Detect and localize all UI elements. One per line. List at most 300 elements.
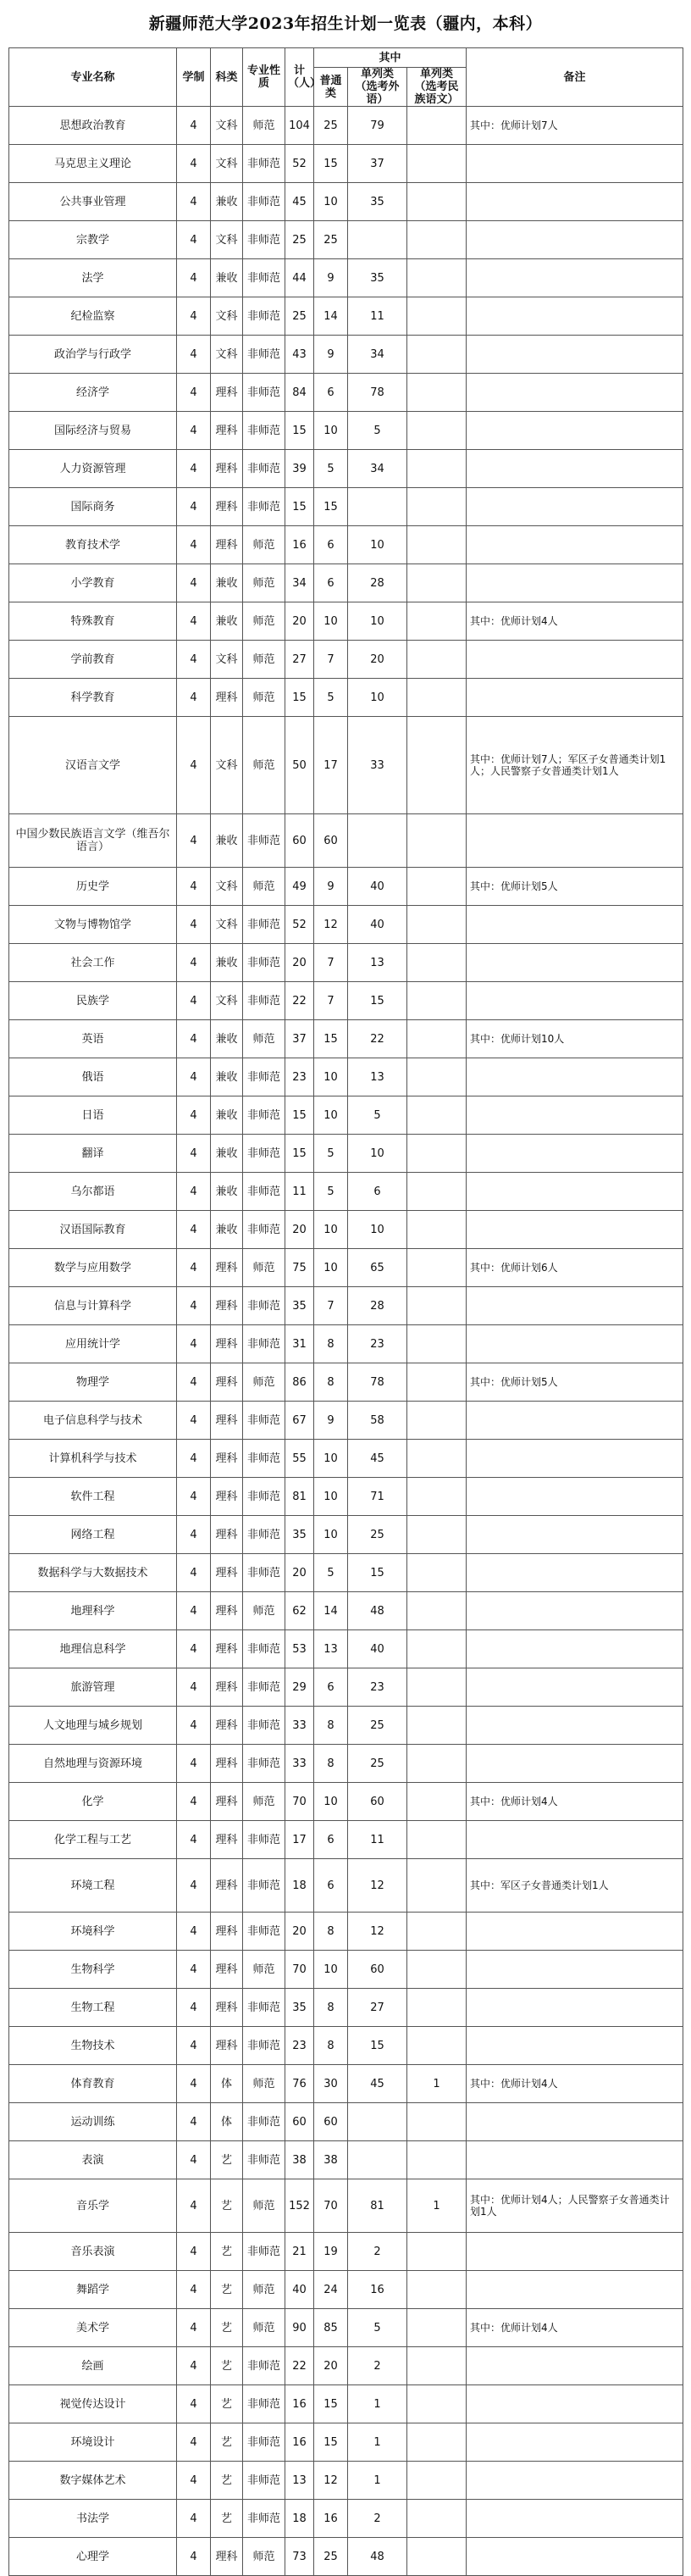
cell-nature: 非师范: [243, 1058, 285, 1096]
cell-single-ethnic: [407, 1668, 467, 1707]
cell-nature: 非师范: [243, 374, 285, 412]
cell-general: 15: [314, 1020, 348, 1058]
cell-note: [467, 259, 683, 297]
cell-major: 科学教育: [9, 679, 177, 717]
cell-general: 10: [314, 1211, 348, 1249]
cell-nature: 非师范: [243, 1096, 285, 1135]
cell-note: [467, 1592, 683, 1630]
cell-major: 信息与计算科学: [9, 1287, 177, 1325]
cell-nature: 非师范: [243, 1516, 285, 1554]
cell-single-foreign: 35: [348, 259, 407, 297]
cell-general: 12: [314, 906, 348, 944]
cell-note: 其中：优师计划5人: [467, 1363, 683, 1402]
cell-years: 4: [177, 982, 211, 1020]
table-row: [9, 1363, 683, 1402]
cell-single-foreign: 78: [348, 374, 407, 412]
cell-years: 4: [177, 1913, 211, 1951]
cell-note: [467, 814, 683, 868]
cell-single-ethnic: [407, 1173, 467, 1211]
cell-total: 70: [285, 1951, 314, 1989]
cell-single-foreign: 65: [348, 1249, 407, 1287]
cell-single-foreign: 25: [348, 1707, 407, 1745]
cell-years: 4: [177, 1096, 211, 1135]
cell-years: 4: [177, 2423, 211, 2462]
cell-category: 文科: [211, 336, 243, 374]
cell-total: 60: [285, 2103, 314, 2141]
cell-years: 4: [177, 1020, 211, 1058]
cell-total: 43: [285, 336, 314, 374]
cell-nature: 非师范: [243, 1630, 285, 1668]
cell-nature: 非师范: [243, 906, 285, 944]
cell-general: 13: [314, 1630, 348, 1668]
cell-single-ethnic: [407, 145, 467, 183]
cell-nature: 非师范: [243, 1173, 285, 1211]
cell-single-foreign: 60: [348, 1783, 407, 1821]
cell-years: 4: [177, 450, 211, 488]
cell-single-foreign: 10: [348, 679, 407, 717]
cell-general: 8: [314, 1745, 348, 1783]
cell-category: 兼收: [211, 944, 243, 982]
header-single-foreign: 单列类（选考外语）: [348, 68, 407, 107]
cell-major: 公共事业管理: [9, 183, 177, 221]
cell-single-foreign: 11: [348, 297, 407, 336]
cell-category: 理科: [211, 1516, 243, 1554]
cell-years: 4: [177, 2271, 211, 2309]
cell-years: 4: [177, 944, 211, 982]
cell-years: 4: [177, 2347, 211, 2385]
table-row: [9, 1913, 683, 1951]
cell-single-foreign: 25: [348, 1516, 407, 1554]
table-row: [9, 564, 683, 602]
cell-nature: 非师范: [243, 412, 285, 450]
cell-major: 软件工程: [9, 1478, 177, 1516]
cell-note: [467, 336, 683, 374]
cell-nature: 师范: [243, 1783, 285, 1821]
cell-category: 兼收: [211, 564, 243, 602]
cell-total: 31: [285, 1325, 314, 1363]
cell-major: 舞蹈学: [9, 2271, 177, 2309]
cell-total: 75: [285, 1249, 314, 1287]
cell-single-ethnic: [407, 2309, 467, 2347]
cell-nature: 非师范: [243, 221, 285, 259]
table-row: [9, 297, 683, 336]
cell-category: 兼收: [211, 1058, 243, 1096]
cell-single-ethnic: [407, 183, 467, 221]
cell-major: 人文地理与城乡规划: [9, 1707, 177, 1745]
cell-major: 化学工程与工艺: [9, 1821, 177, 1859]
cell-category: 艺: [211, 2423, 243, 2462]
cell-single-foreign: 10: [348, 602, 407, 641]
table-row: [9, 1402, 683, 1440]
cell-years: 4: [177, 2141, 211, 2179]
cell-note: [467, 450, 683, 488]
cell-note: [467, 2462, 683, 2500]
cell-nature: 非师范: [243, 1402, 285, 1440]
cell-total: 53: [285, 1630, 314, 1668]
cell-general: 24: [314, 2271, 348, 2309]
cell-note: [467, 1668, 683, 1707]
table-row: [9, 906, 683, 944]
table-row: [9, 2141, 683, 2179]
table-row: [9, 107, 683, 145]
table-row: [9, 641, 683, 679]
cell-single-foreign: 33: [348, 717, 407, 814]
cell-total: 37: [285, 1020, 314, 1058]
cell-major: 汉语言文学: [9, 717, 177, 814]
cell-single-ethnic: 1: [407, 2065, 467, 2103]
header-category: 科类: [211, 48, 243, 107]
cell-major: 地理科学: [9, 1592, 177, 1630]
cell-category: 理科: [211, 1745, 243, 1783]
cell-single-ethnic: [407, 1592, 467, 1630]
cell-years: 4: [177, 2103, 211, 2141]
cell-major: 马克思主义理论: [9, 145, 177, 183]
cell-nature: 非师范: [243, 1440, 285, 1478]
cell-single-ethnic: [407, 488, 467, 526]
table-row: [9, 1554, 683, 1592]
cell-nature: 非师范: [243, 2027, 285, 2065]
cell-single-ethnic: [407, 1287, 467, 1325]
cell-nature: 非师范: [243, 1287, 285, 1325]
cell-major: 汉语国际教育: [9, 1211, 177, 1249]
table-row: [9, 2271, 683, 2309]
cell-single-foreign: 10: [348, 1135, 407, 1173]
cell-general: 5: [314, 450, 348, 488]
cell-category: 文科: [211, 717, 243, 814]
table-row: [9, 450, 683, 488]
cell-single-foreign: 16: [348, 2271, 407, 2309]
table-row: [9, 1173, 683, 1211]
cell-major: 生物工程: [9, 1989, 177, 2027]
cell-category: 文科: [211, 982, 243, 1020]
cell-total: 152: [285, 2179, 314, 2233]
cell-nature: 非师范: [243, 450, 285, 488]
cell-total: 15: [285, 488, 314, 526]
cell-total: 35: [285, 1989, 314, 2027]
header-general: 普通类: [314, 68, 348, 107]
cell-note: [467, 526, 683, 564]
cell-category: 体: [211, 2103, 243, 2141]
cell-single-foreign: 10: [348, 526, 407, 564]
table-row: [9, 2179, 683, 2233]
cell-single-foreign: 2: [348, 2347, 407, 2385]
cell-total: 70: [285, 1783, 314, 1821]
cell-major: 法学: [9, 259, 177, 297]
cell-years: 4: [177, 2233, 211, 2271]
cell-category: 理科: [211, 488, 243, 526]
cell-total: 15: [285, 412, 314, 450]
cell-general: 14: [314, 1592, 348, 1630]
cell-single-foreign: [348, 2103, 407, 2141]
cell-years: 4: [177, 1402, 211, 1440]
cell-single-ethnic: [407, 944, 467, 982]
cell-years: 4: [177, 1363, 211, 1402]
cell-category: 兼收: [211, 259, 243, 297]
cell-general: 10: [314, 1516, 348, 1554]
cell-major: 音乐学: [9, 2179, 177, 2233]
cell-category: 艺: [211, 2500, 243, 2538]
cell-general: 6: [314, 1821, 348, 1859]
cell-single-ethnic: [407, 2027, 467, 2065]
cell-nature: 非师范: [243, 183, 285, 221]
cell-nature: 非师范: [243, 2500, 285, 2538]
cell-single-foreign: 34: [348, 336, 407, 374]
cell-major: 俄语: [9, 1058, 177, 1096]
cell-nature: 师范: [243, 717, 285, 814]
table-row: [9, 1668, 683, 1707]
cell-category: 理科: [211, 1478, 243, 1516]
table-row: [9, 2538, 683, 2576]
table-row: [9, 412, 683, 450]
cell-nature: 师范: [243, 2538, 285, 2576]
cell-category: 文科: [211, 297, 243, 336]
table-row: [9, 1478, 683, 1516]
cell-single-foreign: 15: [348, 1554, 407, 1592]
cell-single-foreign: 13: [348, 1058, 407, 1096]
cell-major: 数字媒体艺术: [9, 2462, 177, 2500]
cell-note: [467, 641, 683, 679]
cell-category: 艺: [211, 2141, 243, 2179]
cell-single-foreign: 34: [348, 450, 407, 488]
table-row: [9, 1516, 683, 1554]
cell-nature: 师范: [243, 2309, 285, 2347]
cell-general: 8: [314, 1707, 348, 1745]
cell-single-foreign: 45: [348, 2065, 407, 2103]
cell-general: 10: [314, 1058, 348, 1096]
cell-note: [467, 906, 683, 944]
cell-general: 7: [314, 641, 348, 679]
cell-single-ethnic: [407, 2423, 467, 2462]
cell-category: 理科: [211, 412, 243, 450]
cell-note: [467, 564, 683, 602]
cell-years: 4: [177, 1554, 211, 1592]
cell-single-ethnic: [407, 1859, 467, 1913]
cell-general: 70: [314, 2179, 348, 2233]
cell-note: 其中：优师计划4人: [467, 602, 683, 641]
cell-single-foreign: 2: [348, 2500, 407, 2538]
cell-single-ethnic: [407, 2385, 467, 2423]
cell-major: 书法学: [9, 2500, 177, 2538]
cell-single-foreign: 28: [348, 1287, 407, 1325]
cell-category: 理科: [211, 1989, 243, 2027]
cell-single-foreign: [348, 488, 407, 526]
table-row: [9, 982, 683, 1020]
cell-total: 22: [285, 2347, 314, 2385]
cell-category: 兼收: [211, 1173, 243, 1211]
cell-single-ethnic: [407, 1325, 467, 1363]
cell-category: 理科: [211, 1707, 243, 1745]
cell-general: 38: [314, 2141, 348, 2179]
cell-note: [467, 2103, 683, 2141]
cell-category: 兼收: [211, 1211, 243, 1249]
cell-category: 艺: [211, 2347, 243, 2385]
cell-general: 10: [314, 1096, 348, 1135]
cell-category: 文科: [211, 906, 243, 944]
cell-nature: 非师范: [243, 259, 285, 297]
cell-single-foreign: 48: [348, 2538, 407, 2576]
cell-general: 60: [314, 2103, 348, 2141]
cell-note: [467, 2233, 683, 2271]
cell-note: [467, 2538, 683, 2576]
cell-category: 文科: [211, 641, 243, 679]
cell-single-ethnic: [407, 107, 467, 145]
cell-nature: 师范: [243, 868, 285, 906]
cell-general: 6: [314, 374, 348, 412]
cell-total: 39: [285, 450, 314, 488]
table-row: [9, 259, 683, 297]
cell-single-ethnic: [407, 868, 467, 906]
cell-total: 15: [285, 1135, 314, 1173]
cell-major: 体育教育: [9, 2065, 177, 2103]
cell-major: 中国少数民族语言文学（维吾尔语言）: [9, 814, 177, 868]
header-total: 计（人）: [285, 48, 314, 107]
cell-nature: 非师范: [243, 1325, 285, 1363]
table-row: [9, 1211, 683, 1249]
cell-total: 35: [285, 1516, 314, 1554]
cell-single-ethnic: [407, 1096, 467, 1135]
cell-total: 25: [285, 297, 314, 336]
cell-years: 4: [177, 1989, 211, 2027]
cell-major: 化学: [9, 1783, 177, 1821]
cell-category: 理科: [211, 1592, 243, 1630]
cell-major: 环境工程: [9, 1859, 177, 1913]
cell-years: 4: [177, 526, 211, 564]
cell-general: 8: [314, 1325, 348, 1363]
table-row: [9, 221, 683, 259]
table-row: [9, 1440, 683, 1478]
cell-total: 104: [285, 107, 314, 145]
cell-nature: 师范: [243, 1020, 285, 1058]
cell-single-ethnic: [407, 564, 467, 602]
cell-nature: 非师范: [243, 488, 285, 526]
cell-note: [467, 1478, 683, 1516]
cell-single-ethnic: [407, 1058, 467, 1096]
cell-years: 4: [177, 1707, 211, 1745]
cell-single-ethnic: [407, 1249, 467, 1287]
cell-single-ethnic: [407, 1135, 467, 1173]
cell-single-foreign: 1: [348, 2385, 407, 2423]
cell-note: 其中：军区子女普通类计划1人: [467, 1859, 683, 1913]
cell-general: 7: [314, 982, 348, 1020]
cell-total: 33: [285, 1745, 314, 1783]
cell-single-foreign: 22: [348, 1020, 407, 1058]
cell-category: 理科: [211, 1440, 243, 1478]
cell-general: 9: [314, 259, 348, 297]
cell-general: 5: [314, 1135, 348, 1173]
cell-note: 其中：优师计划10人: [467, 1020, 683, 1058]
cell-total: 25: [285, 221, 314, 259]
cell-total: 20: [285, 602, 314, 641]
cell-total: 16: [285, 2385, 314, 2423]
cell-category: 艺: [211, 2385, 243, 2423]
cell-note: 其中：优师计划5人: [467, 868, 683, 906]
cell-nature: 师范: [243, 1951, 285, 1989]
cell-single-ethnic: [407, 1989, 467, 2027]
cell-major: 应用统计学: [9, 1325, 177, 1363]
cell-years: 4: [177, 1783, 211, 1821]
cell-single-foreign: 5: [348, 2309, 407, 2347]
cell-single-ethnic: [407, 717, 467, 814]
cell-major: 翻译: [9, 1135, 177, 1173]
cell-major: 生物科学: [9, 1951, 177, 1989]
cell-nature: 师范: [243, 2179, 285, 2233]
cell-nature: 师范: [243, 2271, 285, 2309]
cell-single-ethnic: [407, 982, 467, 1020]
cell-single-ethnic: [407, 906, 467, 944]
cell-total: 27: [285, 641, 314, 679]
cell-major: 人力资源管理: [9, 450, 177, 488]
cell-years: 4: [177, 2309, 211, 2347]
cell-total: 13: [285, 2462, 314, 2500]
cell-years: 4: [177, 488, 211, 526]
cell-total: 20: [285, 944, 314, 982]
cell-note: 其中：优师计划7人；军区子女普通类计划1人；人民警察子女普通类计划1人: [467, 717, 683, 814]
cell-note: [467, 1554, 683, 1592]
cell-total: 67: [285, 1402, 314, 1440]
cell-total: 15: [285, 1096, 314, 1135]
cell-nature: 非师范: [243, 1821, 285, 1859]
cell-major: 日语: [9, 1096, 177, 1135]
table-row: [9, 1821, 683, 1859]
cell-years: 4: [177, 412, 211, 450]
table-row: [9, 526, 683, 564]
cell-single-ethnic: [407, 259, 467, 297]
cell-category: 体: [211, 2065, 243, 2103]
cell-major: 旅游管理: [9, 1668, 177, 1707]
cell-single-ethnic: [407, 2462, 467, 2500]
cell-category: 兼收: [211, 183, 243, 221]
table-row: [9, 868, 683, 906]
enrollment-plan-table: [8, 47, 683, 2576]
cell-major: 小学教育: [9, 564, 177, 602]
cell-category: 理科: [211, 526, 243, 564]
cell-major: 物理学: [9, 1363, 177, 1402]
cell-years: 4: [177, 2385, 211, 2423]
cell-category: 兼收: [211, 814, 243, 868]
cell-total: 23: [285, 2027, 314, 2065]
cell-years: 4: [177, 336, 211, 374]
cell-category: 兼收: [211, 1135, 243, 1173]
cell-general: 8: [314, 2027, 348, 2065]
cell-general: 16: [314, 2500, 348, 2538]
cell-general: 6: [314, 1668, 348, 1707]
cell-general: 85: [314, 2309, 348, 2347]
cell-years: 4: [177, 1516, 211, 1554]
table-row: [9, 336, 683, 374]
cell-years: 4: [177, 906, 211, 944]
cell-note: [467, 2271, 683, 2309]
cell-note: [467, 374, 683, 412]
cell-single-foreign: 12: [348, 1913, 407, 1951]
cell-total: 50: [285, 717, 314, 814]
cell-nature: 非师范: [243, 2103, 285, 2141]
cell-category: 理科: [211, 1249, 243, 1287]
cell-single-ethnic: [407, 1440, 467, 1478]
cell-total: 40: [285, 2271, 314, 2309]
cell-general: 10: [314, 183, 348, 221]
cell-general: 20: [314, 2347, 348, 2385]
cell-years: 4: [177, 679, 211, 717]
cell-major: 学前教育: [9, 641, 177, 679]
cell-years: 4: [177, 374, 211, 412]
cell-years: 4: [177, 221, 211, 259]
table-row: [9, 1135, 683, 1173]
table-row: [9, 1859, 683, 1913]
cell-years: 4: [177, 1211, 211, 1249]
cell-note: [467, 221, 683, 259]
table-row: [9, 1989, 683, 2027]
cell-major: 经济学: [9, 374, 177, 412]
